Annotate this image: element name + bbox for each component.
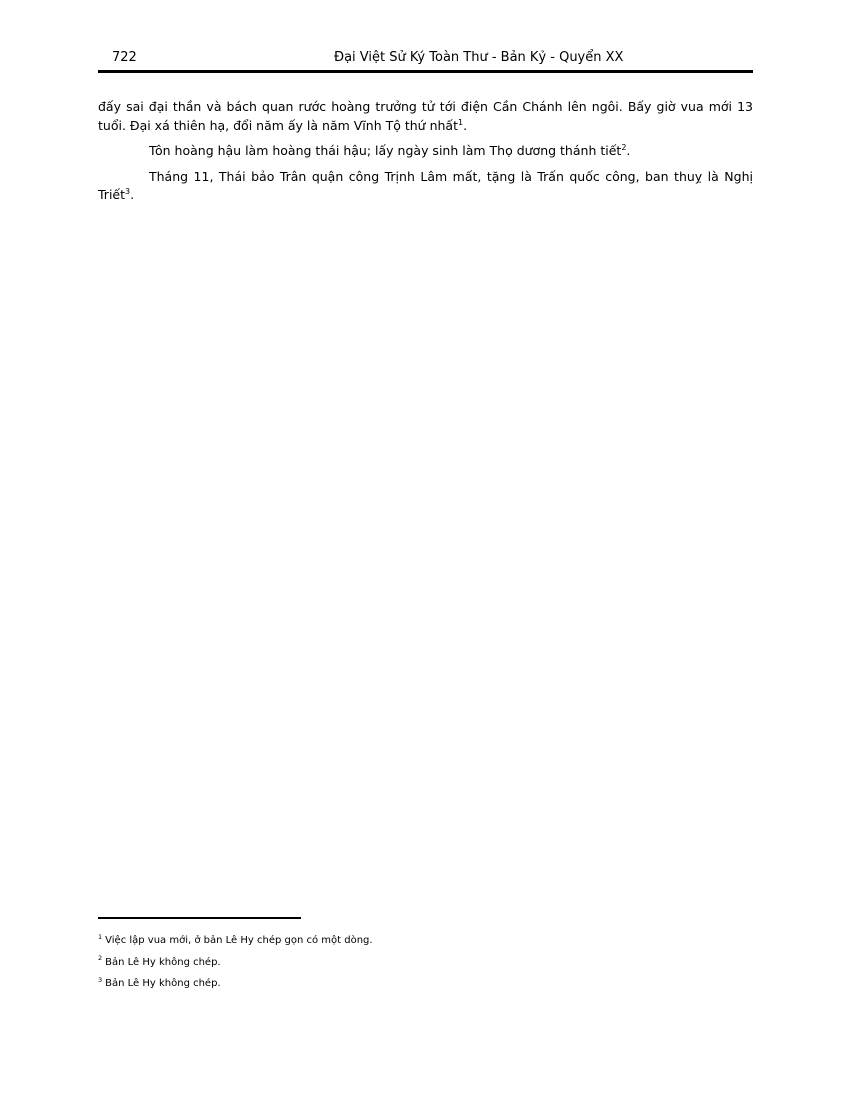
- footnote-ref-3[interactable]: 3: [125, 186, 131, 196]
- paragraph-3-text: Tháng 11, Thái bảo Trân quận công Trịnh Lâm mất, tặng là Trấn quốc công, ban thuỵ là Nghị Triết: [98, 168, 753, 202]
- page-header: [98, 48, 753, 73]
- footnote-text-1: Việc lập vua mới, ở bản Lê Hy chép gọn có một dòng.: [105, 935, 373, 946]
- footnote-ref-2[interactable]: 2: [621, 142, 627, 152]
- paragraph-2-text: Tôn hoàng hậu làm hoàng thái hậu; lấy ngày sinh làm Thọ dương thánh tiết: [149, 143, 622, 158]
- page-number: 722: [112, 50, 137, 65]
- footnote-2: [98, 956, 753, 969]
- paragraph-3: [98, 168, 753, 205]
- footnote-number-2: 2: [98, 954, 103, 963]
- paragraph-1-text: đấy sai đại thần và bách quan rước hoàng trưởng tử tới điện Cần Chánh lên ngôi. Bấy giờ vua mới 13 tuổi. Đại xá thiên hạ, đổi năm ấy là năm Vĩnh Tộ thứ nhất: [98, 99, 753, 133]
- footnote-number-3: 3: [98, 975, 103, 984]
- paragraph-2: [98, 142, 753, 161]
- paragraph-2-tail: .: [626, 143, 631, 158]
- footnote-separator: [98, 917, 301, 919]
- footnotes: [98, 934, 753, 999]
- footnote-3: [98, 977, 753, 990]
- footnote-number-1: 1: [98, 932, 103, 941]
- paragraph-1-tail: .: [463, 117, 468, 133]
- footnote-text-3: Bản Lê Hy không chép.: [105, 978, 221, 989]
- body-text: [98, 98, 753, 212]
- footnote-text-2: Bản Lê Hy không chép.: [105, 956, 221, 968]
- paragraph-3-tail: .: [130, 187, 135, 202]
- footnote-1: [98, 934, 753, 947]
- running-title: Đại Việt Sử Ký Toàn Thư - Bản Kỷ - Quyển XX: [334, 50, 624, 65]
- footnote-ref-1[interactable]: 1: [457, 117, 464, 127]
- paragraph-1: [98, 98, 753, 135]
